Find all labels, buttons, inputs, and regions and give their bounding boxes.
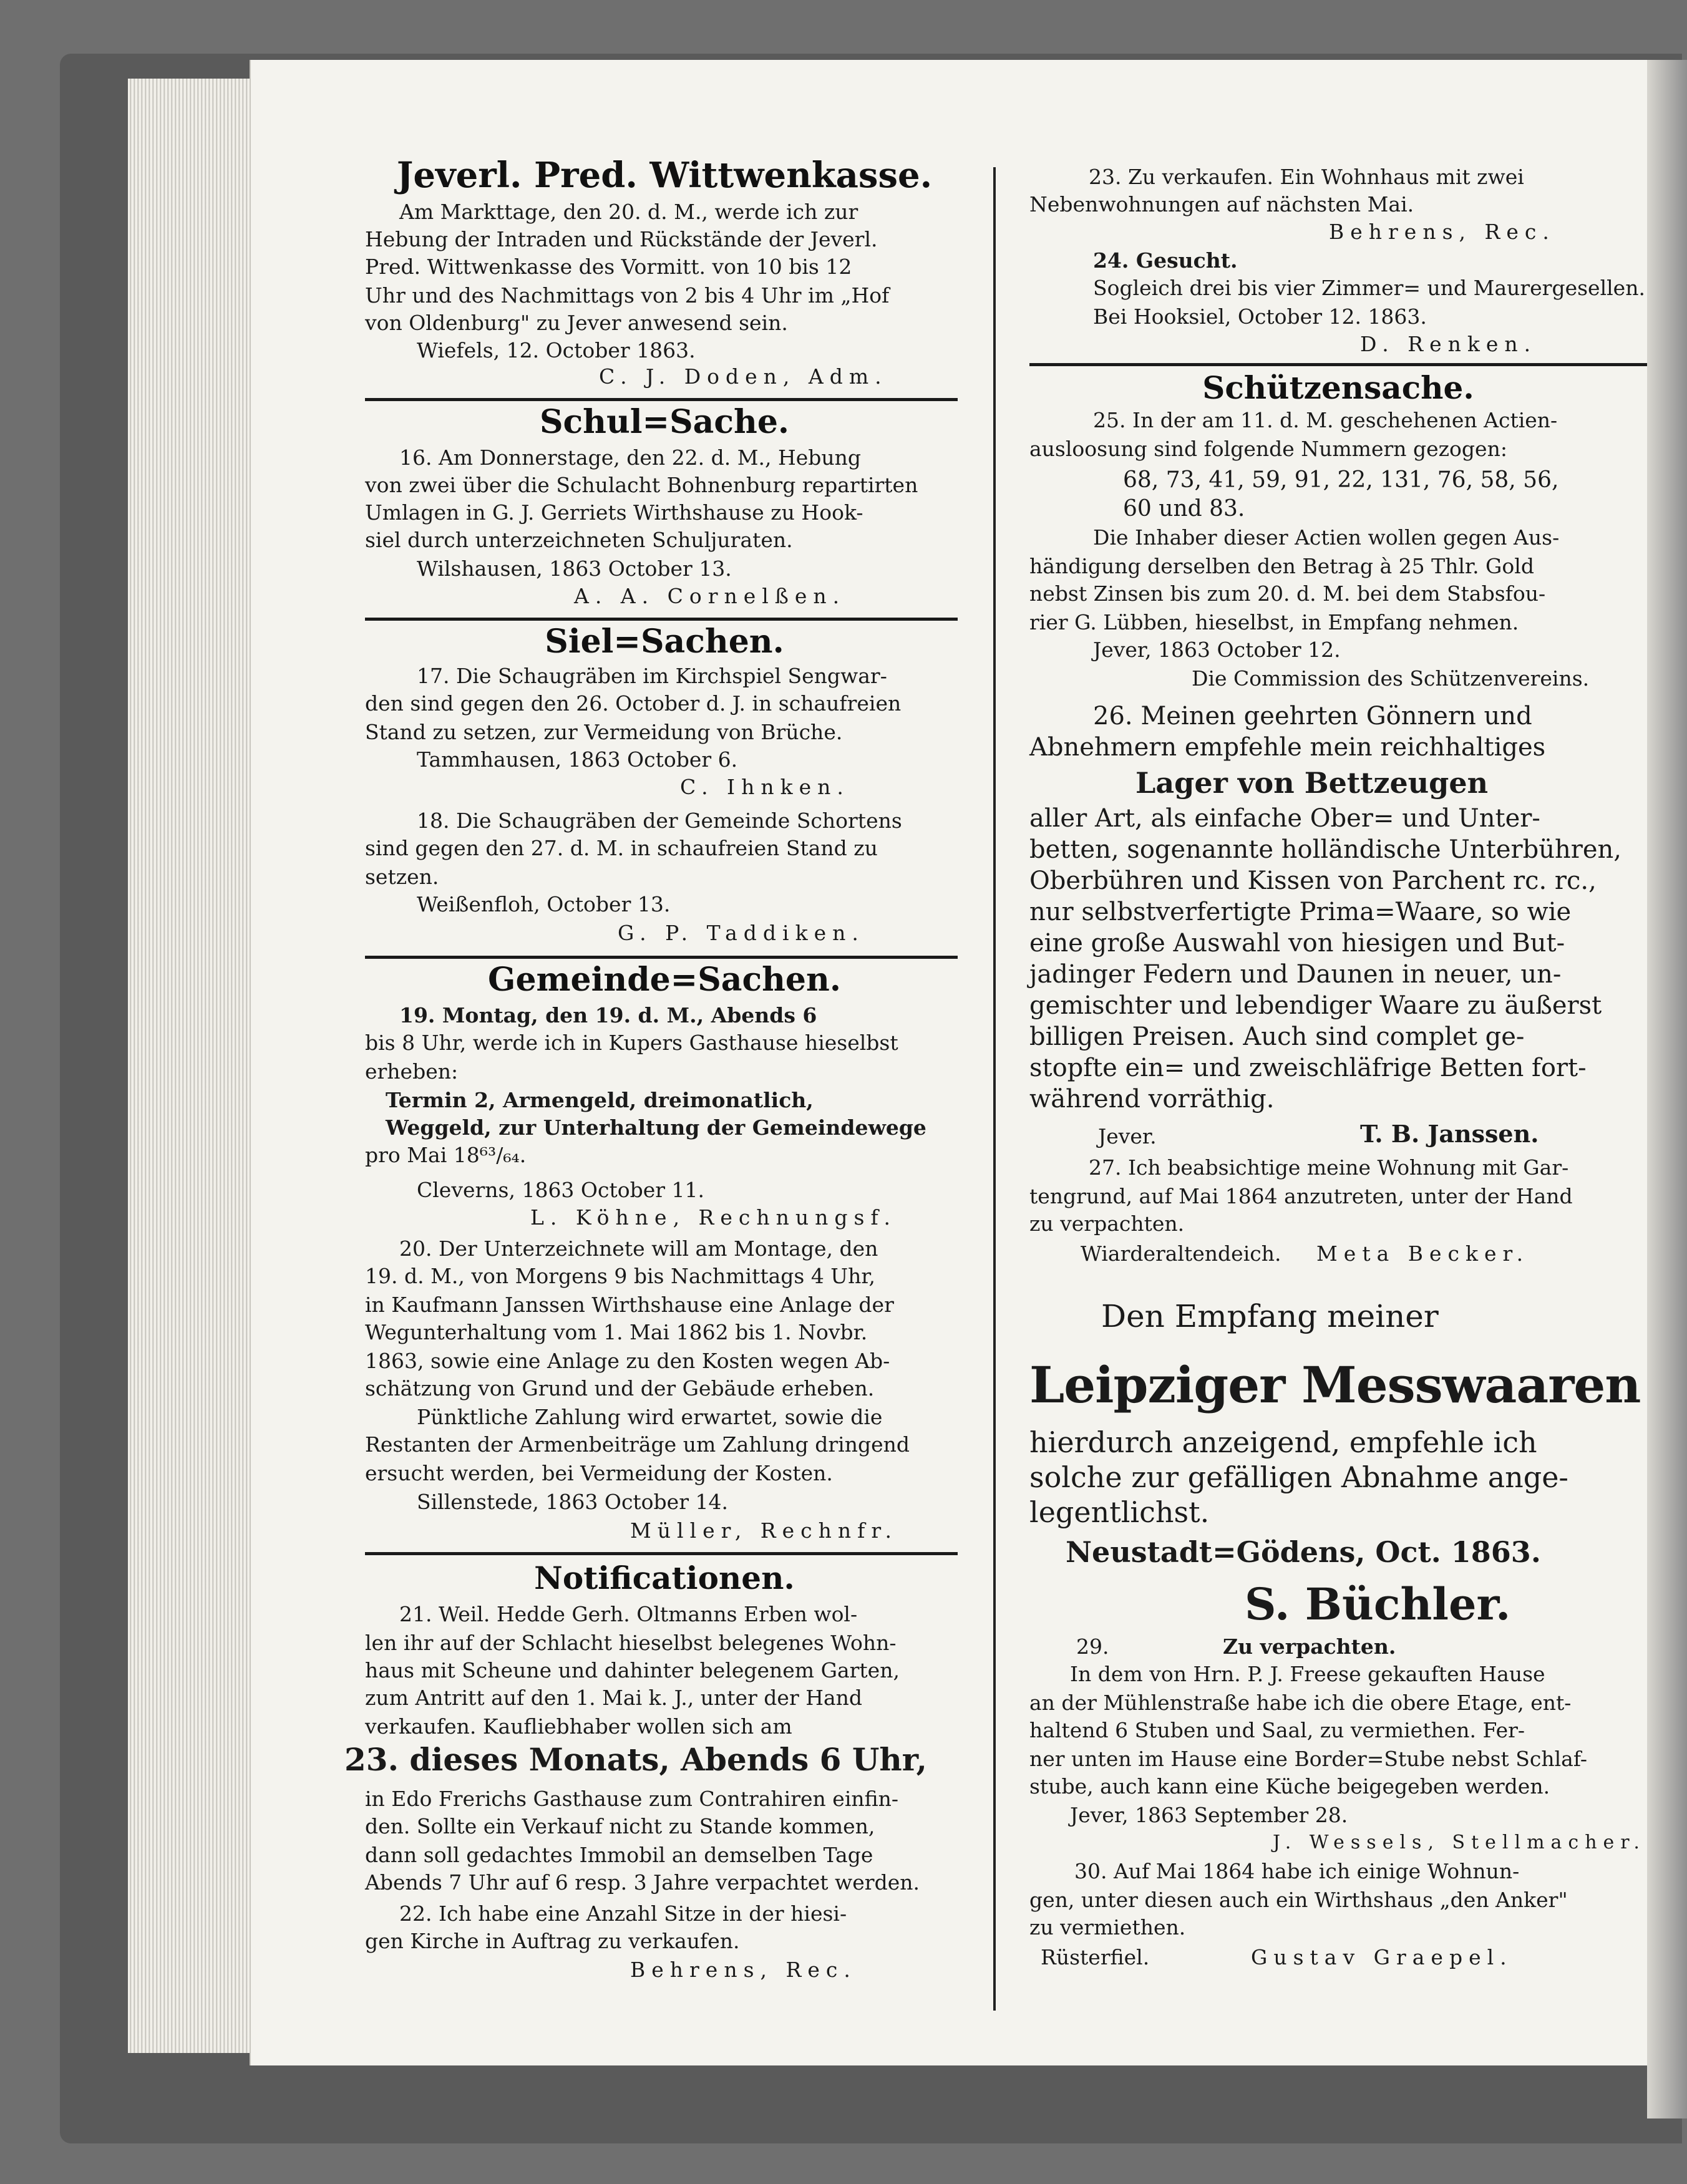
text-line: erheben: — [365, 1059, 459, 1084]
section-rule — [1029, 363, 1647, 366]
text-line: händigung derselben den Betrag à 25 Thlr. Gold — [1029, 554, 1534, 578]
text-line: Jever, 1863 October 12. — [1093, 638, 1341, 662]
text-line: Rüsterfiel. — [1041, 1945, 1150, 1969]
text-line: rier G. Lübben, hieselbst, in Empfang nehmen. — [1029, 610, 1519, 634]
text-line: betten, sogenannte holländische Unterbühren, — [1029, 835, 1622, 864]
text-line: stube, auch kann eine Küche beigegeben werden. — [1029, 1774, 1550, 1798]
text-line: in Kaufmann Janssen Wirthshause eine Anlage der — [365, 1293, 894, 1317]
heading-notificationen: Notificationen. — [534, 1560, 795, 1596]
text-line: haltend 6 Stuben und Saal, zu vermiethen. Fer- — [1029, 1718, 1525, 1742]
text-line: von zwei über die Schulacht Bohnenburg repartirten — [365, 473, 918, 497]
text-line: zu verpachten. — [1029, 1211, 1185, 1236]
text-line: ausloosung sind folgende Nummern gezogen: — [1029, 437, 1507, 461]
signature: C. Ihnken. — [680, 775, 850, 799]
text-line: eine große Auswahl von hiesigen und But- — [1029, 929, 1565, 958]
text-line: Wiefels, 12. October 1863. — [417, 338, 696, 362]
text-line: Jever. — [1098, 1124, 1157, 1148]
heading-schul-sache: Schul=Sache. — [539, 403, 790, 441]
text-line: nur selbstverfertigte Prima=Waare, so wie — [1029, 898, 1572, 926]
text-line: 1863, sowie eine Anlage zu den Kosten wegen Ab- — [365, 1349, 890, 1373]
text-line: 20. Der Unterzeichnete will am Montage, den — [399, 1236, 878, 1261]
text-line: in Edo Frerichs Gasthause zum Contrahiren einfin- — [365, 1787, 899, 1811]
text-line: Weißenfloh, October 13. — [417, 892, 671, 916]
text-line: Hebung der Intraden und Rückstände der Jeverl. — [365, 227, 878, 251]
text-line: von Oldenburg" zu Jever anwesend sein. — [365, 311, 788, 335]
text-line: len ihr auf der Schlacht hieselbst belegenes Wohn- — [365, 1631, 897, 1655]
signature: C. J. Doden, Adm. — [599, 364, 888, 389]
text-line: Cleverns, 1863 October 11. — [417, 1178, 704, 1202]
page-edges — [128, 79, 250, 2053]
text-line: den sind gegen den 26. October d. J. in schaufreien — [365, 691, 902, 716]
text-line: bis 8 Uhr, werde ich in Kupers Gasthause hieselbst — [365, 1031, 898, 1055]
text-line: Jever, 1863 September 28. — [1070, 1803, 1348, 1827]
text-line: Wilshausen, 1863 October 13. — [417, 556, 732, 581]
gutter-shadow — [1647, 60, 1687, 2118]
signature: L. Köhne, Rechnungsf. — [530, 1205, 897, 1230]
text-line: Wegunterhaltung vom 1. Mai 1862 bis 1. Novbr. — [365, 1320, 868, 1344]
text-line: Uhr und des Nachmittags von 2 bis 4 Uhr im „Hof — [365, 283, 890, 308]
text-line: zum Antritt auf den 1. Mai k. J., unter der Hand — [365, 1686, 863, 1710]
text-line: Zu verpachten. — [1223, 1634, 1396, 1659]
text-line: aller Art, als einfache Ober= und Unter- — [1029, 804, 1540, 833]
text-line: Die Inhaber dieser Actien wollen gegen Aus- — [1093, 525, 1560, 550]
signature: Behrens, Rec. — [630, 1958, 857, 1982]
ad-intro: Den Empfang meiner — [1101, 1298, 1439, 1334]
text-line: 19. Montag, den 19. d. M., Abends 6 — [399, 1003, 817, 1027]
text-line: Weggeld, zur Unterhaltung der Gemeindewege — [386, 1115, 926, 1140]
text-line: jadinger Federn und Daunen in neuer, un- — [1029, 960, 1562, 989]
heading-siel-sachen: Siel=Sachen. — [545, 623, 784, 661]
text-line: Neustadt=Gödens, Oct. 1863. — [1066, 1535, 1541, 1569]
text-line: haus mit Scheune und dahinter belegenem Garten, — [365, 1658, 900, 1682]
text-line: siel durch unterzeichneten Schuljuraten. — [365, 528, 793, 552]
text-line: Bei Hooksiel, October 12. 1863. — [1093, 304, 1427, 329]
text-line: Stand zu setzen, zur Vermeidung von Brüche. — [365, 720, 843, 744]
text-line: ner unten im Hause eine Border=Stube nebst Schlaf- — [1029, 1747, 1588, 1771]
text-line: Sillenstede, 1863 October 14. — [417, 1490, 728, 1514]
signature: T. B. Janssen. — [1360, 1120, 1539, 1148]
text-line: hierdurch anzeigend, empfehle ich — [1029, 1425, 1537, 1459]
text-line-large: 23. dieses Monats, Abends 6 Uhr, — [344, 1741, 927, 1778]
text-line-large: Lager von Bettzeugen — [1135, 766, 1489, 800]
text-line: billigen Preisen. Auch sind complet ge- — [1029, 1022, 1525, 1051]
heading-schuetzensache: Schützensache. — [1202, 369, 1474, 406]
text-line: 27. Ich beabsichtige meine Wohnung mit Gar- — [1089, 1155, 1569, 1180]
signature: Gustav Graepel. — [1251, 1945, 1513, 1969]
text-line: gemischter und lebendiger Waare zu äußerst — [1029, 991, 1602, 1020]
text-line: während vorräthig. — [1029, 1085, 1275, 1114]
text-line: 60 und 83. — [1123, 496, 1245, 522]
signature: Behrens, Rec. — [1329, 220, 1555, 244]
text-line: 24. Gesucht. — [1093, 248, 1238, 273]
signature: Müller, Rechnfr. — [630, 1518, 898, 1543]
signature: Meta Becker. — [1316, 1241, 1530, 1266]
text-line: gen Kirche in Auftrag zu verkaufen. — [365, 1929, 740, 1953]
text-line: Umlagen in G. J. Gerriets Wirthshause zu Hook- — [365, 500, 863, 525]
signature: G. P. Taddiken. — [618, 921, 865, 945]
ad-signature: S. Büchler. — [1245, 1578, 1511, 1630]
text-line: 68, 73, 41, 59, 91, 22, 131, 76, 58, 56, — [1123, 467, 1559, 493]
text-line: stopfte ein= und zweischläfrige Betten fort- — [1029, 1054, 1587, 1082]
section-rule — [365, 398, 958, 401]
heading-gemeinde-sachen: Gemeinde=Sachen. — [488, 961, 841, 999]
text-line: 16. Am Donnerstage, den 22. d. M., Hebung — [399, 445, 862, 470]
signature: J. Wessels, Stellmacher. — [1273, 1832, 1646, 1853]
text-line: 17. Die Schaugräben im Kirchspiel Sengwar- — [417, 664, 887, 688]
text-line: Abends 7 Uhr auf 6 resp. 3 Jahre verpachtet werden. — [365, 1870, 920, 1895]
signature: A. A. Cornelßen. — [574, 584, 846, 608]
text-line: ersucht werden, bei Vermeidung der Kosten. — [365, 1461, 833, 1485]
text-line: zu vermiethen. — [1029, 1915, 1186, 1939]
ad-headline: Leipziger Messwaaren — [1029, 1356, 1641, 1414]
text-line: 26. Meinen geehrten Gönnern und — [1093, 702, 1532, 730]
column-divider — [993, 167, 996, 2011]
text-line: schätzung von Grund und der Gebäude erheben. — [365, 1376, 875, 1400]
text-line: 29. — [1076, 1634, 1109, 1659]
text-line: pro Mai 18⁶³/₆₄. — [365, 1143, 527, 1167]
text-line: Wiarderaltendeich. — [1081, 1241, 1281, 1266]
text-line: den. Sollte ein Verkauf nicht zu Stande kommen, — [365, 1814, 875, 1838]
text-line: Die Commission des Schützenvereins. — [1192, 666, 1590, 691]
text-line: Oberbühren und Kissen von Parchent rc. rc., — [1029, 866, 1597, 895]
text-line: 19. d. M., von Morgens 9 bis Nachmittags 4 Uhr, — [365, 1264, 876, 1288]
text-line: In dem von Hrn. P. J. Freese gekauften Hause — [1070, 1662, 1545, 1686]
text-line: Pred. Wittwenkasse des Vormitt. von 10 bis 12 — [365, 255, 852, 279]
text-line: Pünktliche Zahlung wird erwartet, sowie die — [417, 1405, 883, 1429]
text-line: legentlichst. — [1029, 1495, 1210, 1529]
section-rule — [365, 618, 958, 621]
text-line: Tammhausen, 1863 October 6. — [417, 747, 738, 772]
text-line: 18. Die Schaugräben der Gemeinde Schortens — [417, 808, 902, 833]
signature: D. Renken. — [1360, 332, 1537, 356]
text-line: Am Markttage, den 20. d. M., werde ich zur — [399, 200, 858, 224]
text-line: sind gegen den 27. d. M. in schaufreien Stand zu — [365, 836, 878, 860]
text-line: Termin 2, Armengeld, dreimonatlich, — [386, 1088, 814, 1112]
text-line: dann soll gedachtes Immobil an demselben Tage — [365, 1843, 873, 1867]
text-line: 21. Weil. Hedde Gerh. Oltmanns Erben wol- — [399, 1602, 858, 1626]
text-line: 22. Ich habe eine Anzahl Sitze in der hiesi- — [399, 1901, 847, 1926]
text-line: 30. Auf Mai 1864 habe ich einige Wohnun- — [1074, 1859, 1520, 1883]
text-line: Restanten der Armenbeiträge um Zahlung dringend — [365, 1432, 910, 1457]
text-line: setzen. — [365, 865, 439, 889]
section-rule — [365, 1552, 958, 1555]
text-line: 23. Zu verkaufen. Ein Wohnhaus mit zwei — [1089, 165, 1524, 189]
text-line: solche zur gefälligen Abnahme ange- — [1029, 1460, 1568, 1494]
text-line: verkaufen. Kaufliebhaber wollen sich am — [365, 1714, 792, 1739]
heading-wittwenkasse: Jeverl. Pred. Wittwenkasse. — [396, 155, 933, 196]
section-rule — [365, 956, 958, 959]
text-line: nebst Zinsen bis zum 20. d. M. bei dem Stabsfou- — [1029, 581, 1546, 606]
text-line: gen, unter diesen auch ein Wirthshaus „den Anker" — [1029, 1888, 1568, 1912]
text-line: tengrund, auf Mai 1864 anzutreten, unter der Hand — [1029, 1184, 1573, 1208]
text-line: 25. In der am 11. d. M. geschehenen Actien- — [1093, 408, 1558, 432]
text-line: an der Mühlenstraße habe ich die obere Etage, ent- — [1029, 1691, 1572, 1715]
text-line: Abnehmern empfehle mein reichhaltiges — [1029, 733, 1546, 762]
text-line: Sogleich drei bis vier Zimmer= und Maurergesellen. — [1093, 276, 1645, 300]
text-line: Nebenwohnungen auf nächsten Mai. — [1029, 192, 1414, 216]
